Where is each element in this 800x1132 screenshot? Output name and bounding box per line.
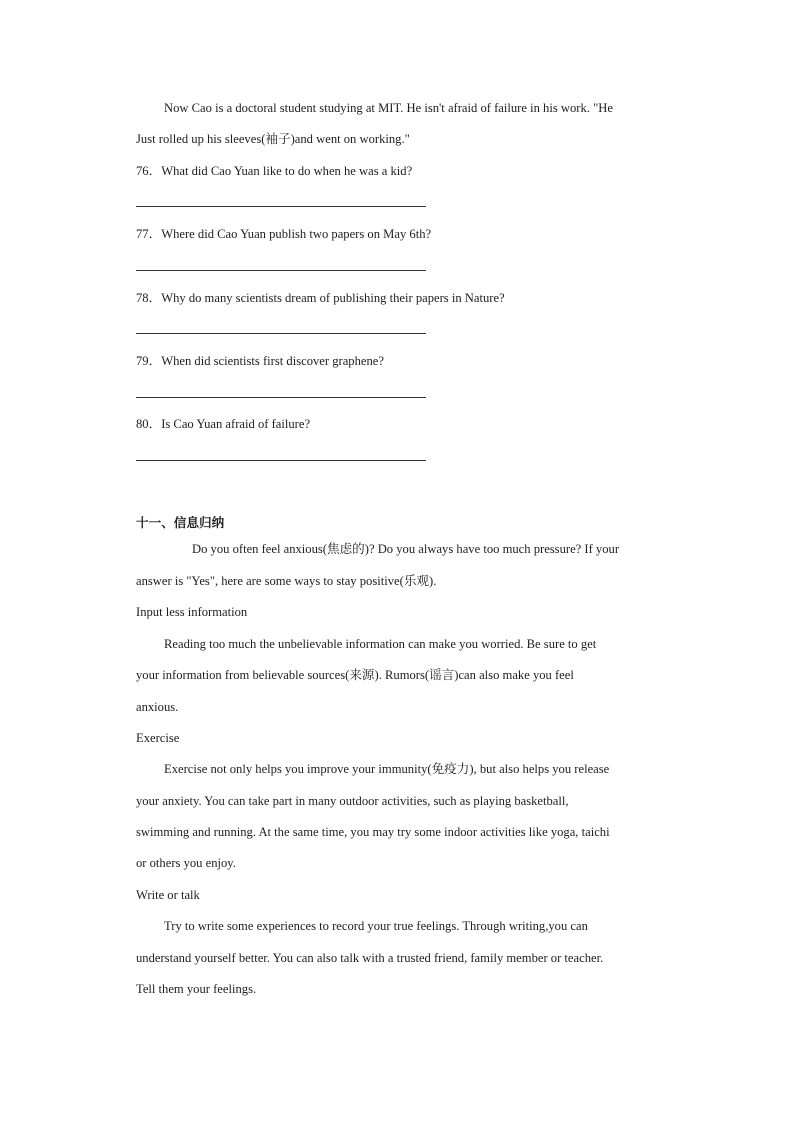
answer-line-79[interactable]	[136, 397, 426, 398]
write-line-2: understand yourself better. You can also talk with a trusted friend, family member or teacher.	[136, 951, 604, 965]
write-line-3: Tell them your feelings.	[136, 982, 257, 996]
subheading-exercise: Exercise	[136, 731, 180, 745]
passage-line-2: Just rolled up his sleeves(袖子)and went on working."	[136, 132, 410, 146]
exercise-line-4: or others you enjoy.	[136, 856, 236, 870]
answer-line-78[interactable]	[136, 333, 426, 334]
intro-line-1: Do you often feel anxious(焦虑的)? Do you always have too much pressure? If your	[192, 542, 620, 556]
answer-line-77[interactable]	[136, 270, 426, 271]
write-line-1: Try to write some experiences to record your true feelings. Through writing,you can	[164, 919, 588, 933]
exercise-line-3: swimming and running. At the same time, you may try some indoor activities like yoga, taichi	[136, 825, 610, 839]
question-76: 76．What did Cao Yuan like to do when he was a kid?	[136, 164, 413, 178]
input-line-2: your information from believable sources(来源). Rumors(谣言)can also make you feel	[136, 668, 574, 682]
passage-line-1: Now Cao is a doctoral student studying at MIT. He isn't afraid of failure in his work. "He	[164, 101, 613, 115]
section-heading: 十一、信息归纳	[136, 516, 225, 530]
answer-line-76[interactable]	[136, 206, 426, 207]
question-79: 79．When did scientists first discover graphene?	[136, 354, 384, 368]
exercise-line-1: Exercise not only helps you improve your immunity(免疫力), but also helps you release	[164, 762, 610, 776]
question-80: 80．Is Cao Yuan afraid of failure?	[136, 417, 311, 431]
subheading-write: Write or talk	[136, 888, 200, 902]
question-78: 78．Why do many scientists dream of publishing their papers in Nature?	[136, 291, 505, 305]
input-line-3: anxious.	[136, 700, 179, 714]
question-77: 77．Where did Cao Yuan publish two papers on May 6th?	[136, 227, 432, 241]
input-line-1: Reading too much the unbelievable information can make you worried. Be sure to get	[164, 637, 597, 651]
exercise-line-2: your anxiety. You can take part in many outdoor activities, such as playing basketball,	[136, 794, 569, 808]
answer-line-80[interactable]	[136, 460, 426, 461]
intro-line-2: answer is "Yes", here are some ways to stay positive(乐观).	[136, 574, 437, 588]
subheading-input: Input less information	[136, 605, 248, 619]
